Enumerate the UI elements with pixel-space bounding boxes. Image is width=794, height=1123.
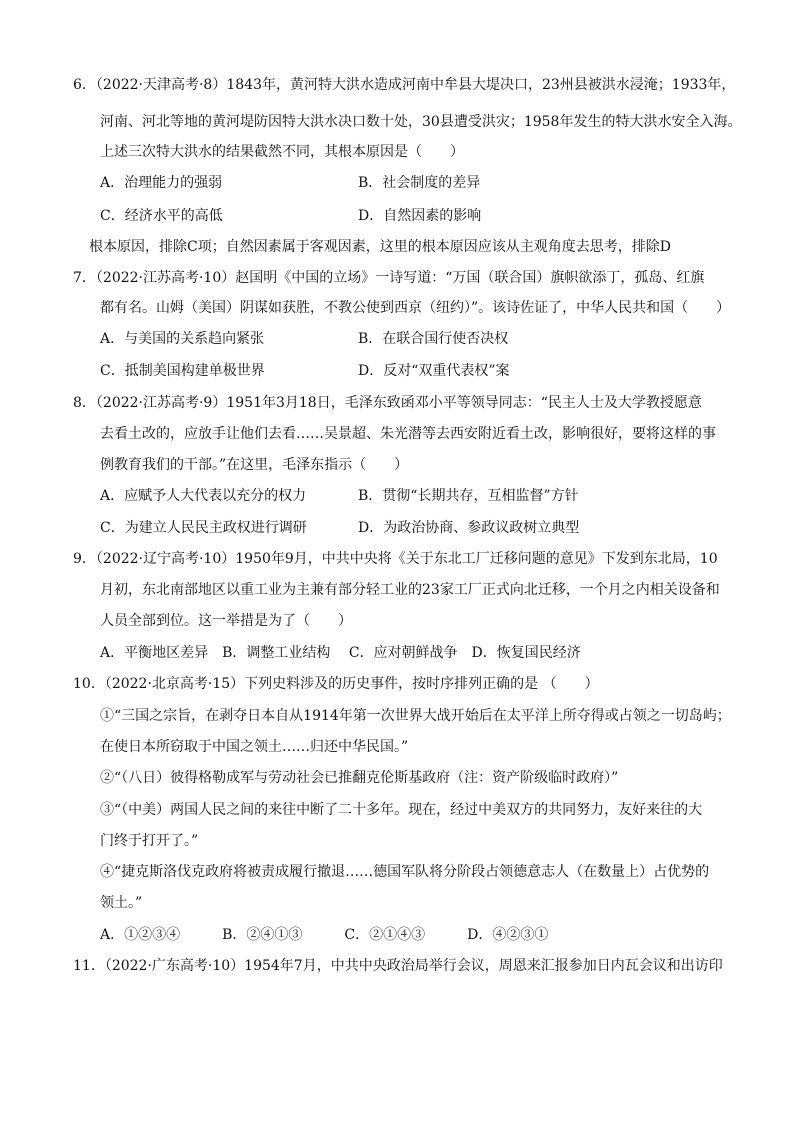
question-8-line-2: 去看土改的，应放手让他们去看……吴景超、朱光潜等去西安附近看土改，影响很好，要将这样的事	[100, 426, 716, 442]
question-7-line-1: 7．（2022·江苏高考·10）赵国明《中国的立场》一诗写道：“万国（联合国）旗帜欲添丁，孤岛、红旗	[73, 270, 705, 286]
question-8-option-c: C．为建立人民民主政权进行调研	[100, 520, 307, 536]
question-6-option-b: B．社会制度的差异	[358, 175, 481, 191]
question-6-line-2: 河南、河北等地的黄河堤防因特大洪水决口数十处，30县遭受洪灾；1958年发生的特大洪水安全入海。	[100, 114, 742, 130]
question-10-options: A．①②③④ B．②④①③ C．②①④③ D．④②③①	[100, 927, 549, 943]
question-7-option-c: C．抵制美国构建单极世界	[100, 363, 265, 379]
question-10-quote-line-7: 领土。”	[100, 895, 143, 911]
question-10-quote-line-5: 门终于打开了。”	[100, 833, 199, 849]
question-6-line-1: 6．（2022·天津高考·8）1843年，黄河特大洪水造成河南中牟县大堤决口，23州县被洪水浸淹；1933年，	[73, 77, 736, 93]
question-7-line-2: 都有名。山姆（美国）阴谋如获胜，不教公使到西京（纽约）”。该诗佐证了，中华人民共和国（ ）	[100, 300, 731, 316]
answer-note: 根本原因，排除C项；自然因素属于客观因素，这里的根本原因应该从主观角度去思考，排除D	[89, 239, 671, 255]
question-9-options: A．平衡地区差异 B．调整工业结构 C．应对朝鲜战争 D．恢复国民经济	[100, 645, 581, 661]
question-10-quote-line-1: ①“三国之宗旨，在剥夺日本自从1914年第一次世界大战开始后在太平洋上所夺得或占领之一切岛屿；	[100, 708, 731, 724]
question-6-option-d: D．自然因素的影响	[358, 208, 482, 224]
question-10-quote-line-6: ④“捷克斯洛伐克政府将被责成履行撤退……德国军队将分阶段占领德意志人（在数量上）占优势的	[100, 864, 710, 880]
question-6-option-a: A．治理能力的强弱	[100, 175, 223, 191]
question-9-line-3: 人员全部到位。这一举措是为了（ ）	[100, 613, 352, 629]
question-10-quote-line-3: ②“（八日）彼得格勒成军与劳动社会已推翻克伦斯基政府（注：资产阶级临时政府）”	[100, 770, 619, 786]
question-11-line-1: 11．（2022·广东高考·10）1954年7月，中共中央政治局举行会议，周恩来汇报参加日内瓦会议和出访印	[73, 958, 723, 974]
question-7-option-b: B．在联合国行使否决权	[358, 331, 509, 347]
question-9-line-2: 月初，东北南部地区以重工业为主兼有部分轻工业的23家工厂正式向北迁移，一个月之内相关设备和	[100, 582, 720, 598]
question-8-line-3: 例教育我们的干部。”在这里，毛泽东指示（ ）	[100, 457, 409, 473]
question-6-line-3: 上述三次特大洪水的结果截然不同，其根本原因是（ ）	[100, 144, 464, 160]
question-8-option-b: B．贯彻“长期共存，互相监督”方针	[358, 488, 579, 504]
question-6-option-c: C．经济水平的高低	[100, 208, 223, 224]
question-10-quote-line-4: ③“（中美）两国人民之间的来往中断了二十多年。现在，经过中美双方的共同努力，友好来往的大	[100, 802, 703, 818]
question-7-option-d: D．反对“双重代表权”案	[358, 363, 510, 379]
question-8-option-d: D．为政治协商、参政议政树立典型	[358, 520, 580, 536]
question-7-option-a: A．与美国的关系趋向紧张	[100, 331, 265, 347]
question-8-line-1: 8．（2022·江苏高考·9）1951年3月18日，毛泽东致函邓小平等领导同志：“民主人士及大学教授愿意	[73, 395, 702, 411]
question-10-quote-line-2: 在使日本所窃取于中国之领土……归还中华民国。”	[100, 739, 409, 755]
question-9-line-1: 9．（2022·辽宁高考·10）1950年9月，中共中央将《关于东北工厂迁移问题的意见》下发到东北局，10	[73, 551, 718, 567]
question-8-option-a: A．应赋予人大代表以充分的权力	[100, 488, 307, 504]
question-10-line-1: 10．（2022·北京高考·15）下列史料涉及的历史事件，按时序排列正确的是 （ ）	[73, 676, 599, 692]
